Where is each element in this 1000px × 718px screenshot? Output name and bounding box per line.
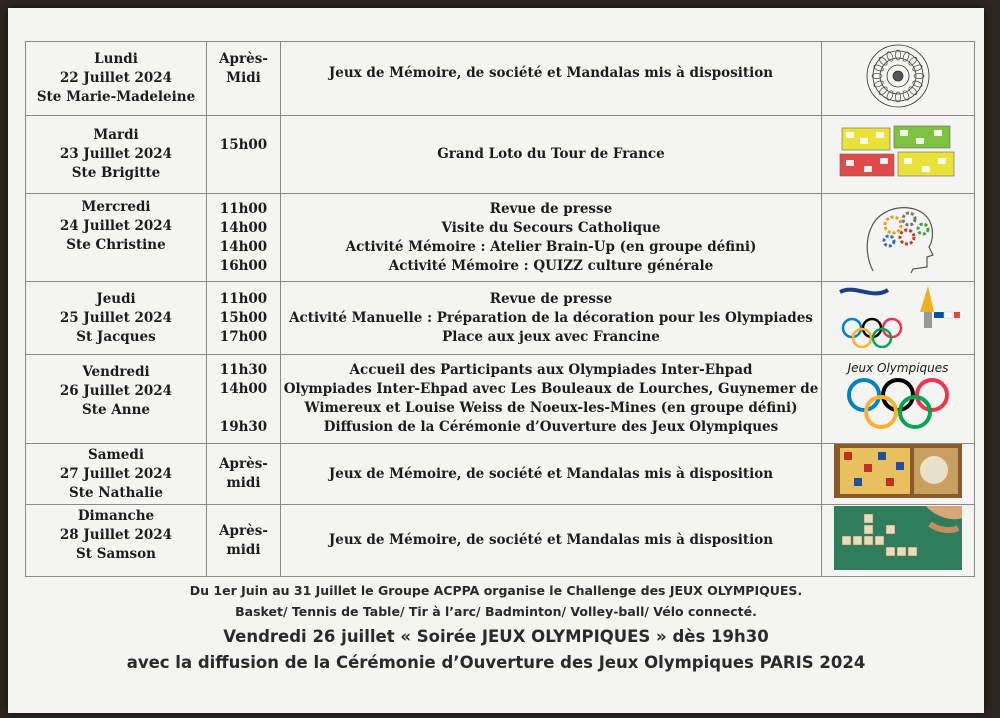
time-cell bbox=[207, 444, 281, 505]
activity-line: Olympiades Inter-Ehpad avec Les Bouleaux de Lourches, Guynemer de bbox=[283, 381, 819, 397]
footer-sports-line: Basket/ Tennis de Table/ Tir à l’arc/ Badminton/ Volley-ball/ Vélo connecté. bbox=[235, 604, 757, 619]
activity-title: Grand Loto du Tour de France bbox=[437, 146, 665, 162]
time-line: 14h00 bbox=[219, 219, 268, 236]
olympic-rings-icon bbox=[842, 375, 954, 431]
schedule-sheet bbox=[8, 8, 984, 713]
day-saint: St Samson bbox=[76, 546, 156, 562]
day-saint: Ste Anne bbox=[82, 402, 150, 418]
time-cell bbox=[207, 194, 281, 282]
day-name: Dimanche bbox=[77, 508, 155, 524]
mandala-icon bbox=[837, 43, 959, 109]
day-saint: Ste Brigitte bbox=[71, 165, 161, 181]
time-line: Après- bbox=[219, 456, 268, 472]
mandala-petal bbox=[872, 73, 882, 78]
footer-challenge-line: Du 1er Juin au 31 Juillet le Groupe ACPPA organise le Challenge des JEUX OLYMPIQUES. bbox=[189, 583, 803, 598]
board-game-icon bbox=[834, 444, 962, 498]
time-line: midi bbox=[226, 541, 261, 558]
day-date: 25 Juillet 2024 bbox=[59, 309, 173, 326]
footer-evening-line: Vendredi 26 juillet « Soirée JEUX OLYMPIQUES » dès 19h30 bbox=[223, 627, 769, 646]
activity-image-cell bbox=[822, 505, 975, 577]
time-line: Après- bbox=[219, 51, 268, 67]
activity-line: Activité Manuelle : Préparation de la décoration pour les Olympiades bbox=[289, 309, 813, 326]
activity-cell bbox=[281, 355, 822, 444]
time-line: 15h00 bbox=[219, 309, 268, 326]
day-date: 22 Juillet 2024 bbox=[59, 70, 173, 86]
activity-line: Accueil des Participants aux Olympiades Inter-Ehpad bbox=[349, 362, 753, 378]
day-cell bbox=[26, 282, 207, 355]
day-cell bbox=[26, 116, 207, 194]
olympic-torch-icon bbox=[836, 282, 960, 348]
table-row bbox=[26, 505, 975, 577]
day-saint: Ste Marie-Madeleine bbox=[36, 89, 196, 105]
table-row bbox=[26, 42, 975, 116]
activity-line: Activité Mémoire : Atelier Brain-Up (en groupe défini) bbox=[345, 238, 757, 255]
day-name: Samedi bbox=[88, 446, 144, 463]
day-saint: Ste Christine bbox=[66, 237, 166, 253]
activity-image-cell bbox=[822, 282, 975, 355]
time-cell bbox=[207, 505, 281, 577]
day-date: 24 Juillet 2024 bbox=[59, 218, 173, 234]
time-line: 19h30 bbox=[219, 419, 268, 435]
activity-line: Wimereux et Louise Weiss de Noeux-les-Mines (en groupe défini) bbox=[304, 400, 798, 416]
time-cell bbox=[207, 42, 281, 116]
day-cell bbox=[26, 194, 207, 282]
activity-image-cell bbox=[822, 444, 975, 505]
time-line: 16h00 bbox=[219, 257, 268, 274]
scrabble-icon bbox=[834, 506, 962, 570]
mandala-petal bbox=[914, 73, 924, 78]
time-cell bbox=[207, 355, 281, 444]
mandala-petal bbox=[878, 55, 889, 66]
activity-line: Place aux jeux avec Francine bbox=[442, 328, 660, 345]
mandala-petal bbox=[896, 50, 901, 60]
activity-image-cell bbox=[822, 116, 975, 194]
activity-cell bbox=[281, 505, 822, 577]
day-name: Vendredi bbox=[82, 364, 150, 380]
time-line: 11h00 bbox=[219, 200, 268, 217]
time-line: 15h00 bbox=[219, 137, 268, 153]
day-date: 28 Juillet 2024 bbox=[59, 527, 173, 543]
time-line: 17h00 bbox=[219, 328, 268, 345]
day-cell bbox=[26, 444, 207, 505]
day-cell bbox=[26, 505, 207, 577]
time-cell bbox=[207, 282, 281, 355]
table-row bbox=[26, 116, 975, 194]
activity-image-cell bbox=[822, 42, 975, 116]
day-name: Mardi bbox=[93, 127, 139, 143]
time-line: 14h00 bbox=[219, 381, 268, 397]
mandala-petal bbox=[878, 85, 889, 96]
image-caption: Jeux Olympiques bbox=[847, 361, 949, 375]
table-row bbox=[26, 355, 975, 444]
day-cell bbox=[26, 355, 207, 444]
activity-line: Jeux de Mémoire, de société et Mandalas mis à disposition bbox=[328, 532, 774, 548]
activity-line: Visite du Secours Catholique bbox=[441, 219, 661, 236]
activity-line: Activité Mémoire : QUIZZ culture générale bbox=[388, 257, 714, 274]
weekly-schedule-table bbox=[25, 41, 975, 577]
activity-cell bbox=[281, 116, 822, 194]
time-line: Midi bbox=[226, 70, 261, 86]
table-row bbox=[26, 282, 975, 355]
table-row bbox=[26, 444, 975, 505]
table-row bbox=[26, 194, 975, 282]
time-line: midi bbox=[226, 475, 261, 491]
day-saint: St Jacques bbox=[76, 328, 156, 345]
day-name: Lundi bbox=[94, 51, 138, 67]
activity-line: Revue de presse bbox=[489, 290, 613, 307]
time-line bbox=[207, 399, 280, 418]
activity-image-cell bbox=[822, 355, 975, 444]
day-date: 23 Juillet 2024 bbox=[59, 146, 173, 162]
day-saint: Ste Nathalie bbox=[68, 484, 163, 501]
time-line: Après- bbox=[219, 522, 268, 539]
activity-cell bbox=[281, 194, 822, 282]
activity-image-cell bbox=[822, 194, 975, 282]
time-line: 11h30 bbox=[219, 362, 268, 378]
loto-cards-icon bbox=[838, 124, 958, 180]
time-line: 11h00 bbox=[219, 290, 268, 307]
brain-gears-icon bbox=[843, 195, 953, 275]
activity-cell bbox=[281, 444, 822, 505]
activity-cell bbox=[281, 42, 822, 116]
day-cell bbox=[26, 42, 207, 116]
activity-cell bbox=[281, 282, 822, 355]
time-line: 14h00 bbox=[219, 238, 268, 255]
activity-line: Diffusion de la Cérémonie d’Ouverture des Jeux Olympiques bbox=[323, 419, 779, 435]
day-name: Jeudi bbox=[96, 290, 136, 307]
mandala-petal bbox=[907, 55, 918, 66]
footer-ceremony-line: avec la diffusion de la Cérémonie d’Ouverture des Jeux Olympiques PARIS 2024 bbox=[126, 653, 866, 672]
activity-line: Jeux de Mémoire, de société et Mandalas mis à disposition bbox=[328, 465, 774, 482]
mandala-petal bbox=[896, 92, 901, 102]
time-cell bbox=[207, 116, 281, 194]
day-name: Mercredi bbox=[81, 199, 151, 215]
activity-line: Revue de presse bbox=[489, 200, 613, 217]
mandala-petal bbox=[907, 85, 918, 96]
activity-line: Jeux de Mémoire, de société et Mandalas mis à disposition bbox=[328, 65, 774, 81]
day-date: 26 Juillet 2024 bbox=[59, 383, 173, 399]
day-date: 27 Juillet 2024 bbox=[59, 465, 173, 482]
